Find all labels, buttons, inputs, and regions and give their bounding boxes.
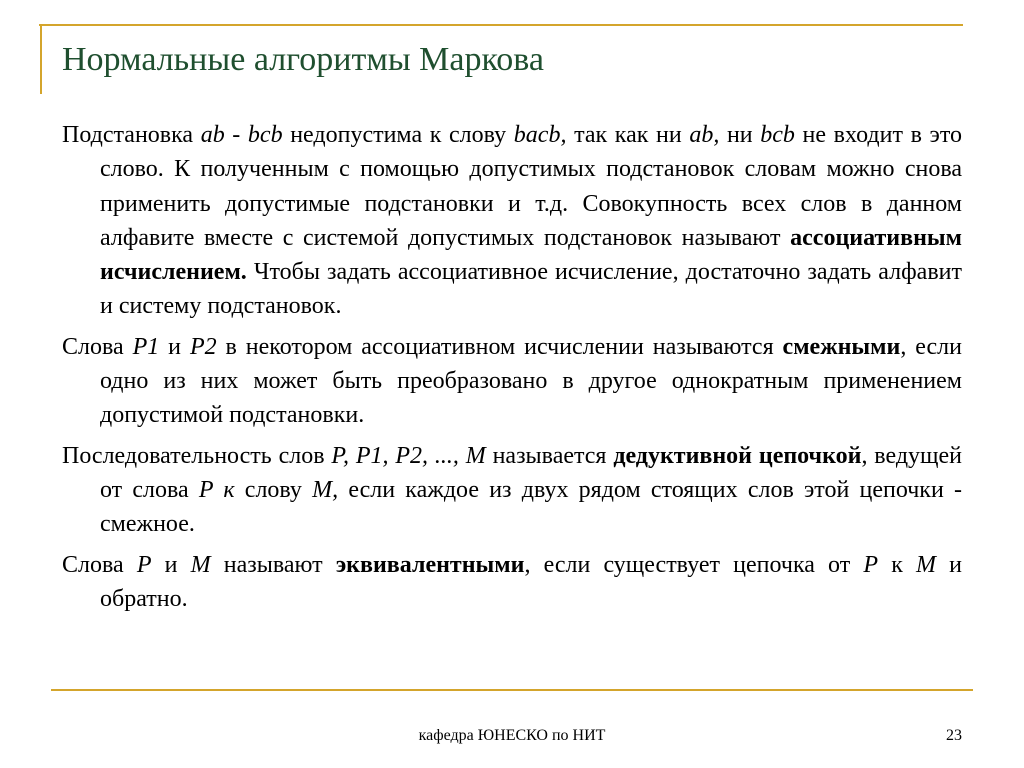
text-run: к — [878, 551, 917, 578]
text-run: M, — [312, 476, 339, 503]
text-run: Слова — [62, 551, 137, 578]
text-run: Чтобы задать ассоциативное исчисление, достаточно задать алфавит и систему подстановок. — [100, 259, 962, 320]
text-run: и обратно. — [100, 551, 963, 612]
text-run: Подстановка — [62, 122, 201, 148]
text-run: P1 — [132, 333, 160, 360]
paragraph-adjacent-words — [62, 330, 962, 433]
paragraph-equivalent-words — [62, 548, 962, 617]
text-run: ab - bcb — [200, 122, 283, 148]
text-run: P — [863, 551, 879, 578]
text-run: ab, — [689, 122, 720, 148]
paragraph-deductive-chain — [62, 439, 962, 542]
text-run: в некотором ассоциативном исчислении называются — [216, 333, 783, 360]
text-run: называется — [485, 442, 614, 469]
text-run: M — [190, 551, 211, 578]
text-run: недопустима к слову — [282, 122, 514, 148]
side-rule — [40, 24, 42, 94]
bottom-rule — [51, 689, 973, 691]
text-run: P к — [198, 476, 235, 503]
text-run: ассоциативным исчислением. — [100, 224, 962, 286]
footer-text: кафедра ЮНЕСКО по НИТ — [418, 727, 606, 744]
text-run: , если существует цепочка от — [524, 551, 864, 578]
text-run: слову — [234, 476, 313, 503]
text-run: если каждое из двух рядом стоящих слов этой цепочки - смежное. — [100, 476, 963, 538]
text-run: смежными — [782, 333, 901, 360]
paragraph-substitution — [62, 118, 962, 324]
text-run: эквивалентными — [335, 551, 525, 578]
text-run: bcb — [760, 122, 795, 148]
text-run: Последовательность слов — [62, 442, 332, 469]
text-run: Слова — [62, 333, 133, 360]
slide-title: Нормальные алгоритмы Маркова — [62, 41, 544, 78]
text-run: P — [136, 551, 152, 578]
text-run: так как ни — [566, 122, 690, 148]
top-rule — [39, 24, 963, 26]
text-run: bacb, — [513, 122, 567, 148]
text-run: и — [151, 551, 191, 578]
text-run: и — [159, 333, 190, 360]
slide-body — [62, 118, 962, 622]
text-run: ни — [719, 122, 761, 148]
text-run: P, P1, P2, ..., M — [331, 442, 486, 469]
text-run: называют — [210, 551, 336, 578]
text-run: дедуктивной цепочкой — [613, 442, 862, 469]
text-run: не входит в это слово. К полученным с помощью допустимых подстановок словам можно снова применить допустимые подстановки и т.д. Совокупность всех слов в данном алфавите вместе с системой допустимых подстановок называют — [100, 122, 963, 251]
text-run: , если одно из них может быть преобразовано в другое однократным применением допустимой подстановки. — [100, 333, 962, 429]
text-run: M — [916, 551, 937, 578]
page-number: 23 — [946, 727, 962, 744]
text-run: P2 — [189, 333, 217, 360]
text-run: , ведущей от слова — [100, 442, 963, 503]
